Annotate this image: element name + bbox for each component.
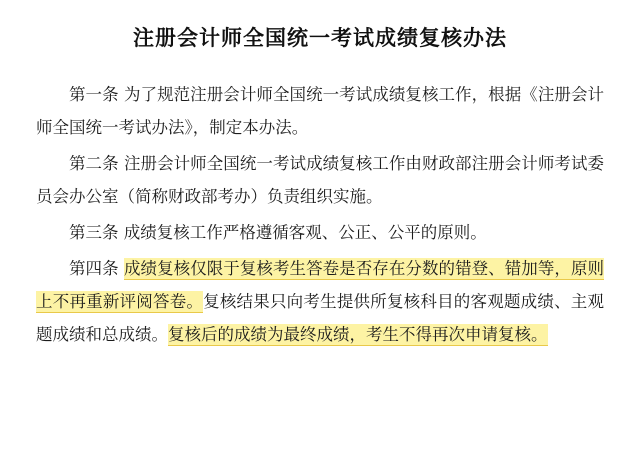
text-run: 第一条 为了规范注册会计师全国统一考试成绩复核工作，根据《注册会计师全国统一考试办法》，制定本办法。 — [36, 85, 604, 137]
highlighted-text-run: 复核后的成绩为最终成绩，考生不得再次申请复核。 — [168, 325, 548, 344]
paragraph-article-1 — [36, 78, 604, 144]
document-page — [0, 22, 640, 462]
text-run: 第三条 成绩复核工作严格遵循客观、公正、公平的原则。 — [69, 223, 487, 242]
highlighted-text-run: 成绩复核仅限于复核考生答卷是否存在分数的错登、错加等，原则上不再重新评阅答卷。 — [36, 259, 604, 311]
paragraph-article-2 — [36, 147, 604, 213]
text-run: 第二条 注册会计师全国统一考试成绩复核工作由财政部注册会计师考试委员会办公室（简称财政部考办）负责组织实施。 — [36, 154, 604, 206]
paragraph-article-3 — [36, 216, 604, 249]
paragraph-article-4 — [36, 252, 604, 351]
page-title: 注册会计师全国统一考试成绩复核办法 — [133, 25, 507, 50]
text-run: 复核结果只向考生提供所复核科目的客观题成绩、主观题成绩和总成绩。 — [36, 292, 605, 344]
text-run: 第四条 — [69, 259, 124, 278]
